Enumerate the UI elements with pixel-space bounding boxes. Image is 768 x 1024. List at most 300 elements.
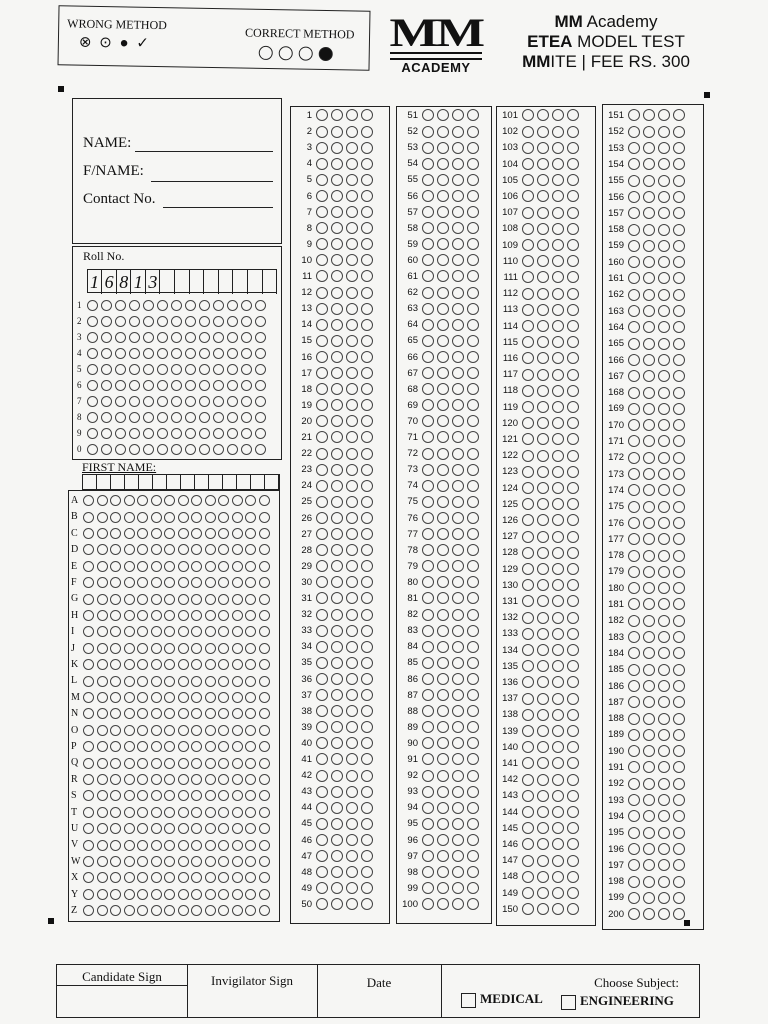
letter-bubble[interactable] xyxy=(97,708,108,719)
answer-bubble-a[interactable] xyxy=(522,142,534,154)
answer-bubble-b[interactable] xyxy=(537,790,549,802)
answer-bubble-d[interactable] xyxy=(567,741,579,753)
roll-bubble[interactable] xyxy=(101,412,112,423)
letter-bubble[interactable] xyxy=(245,577,256,588)
letter-bubble[interactable] xyxy=(124,495,135,506)
answer-bubble-a[interactable] xyxy=(522,903,534,915)
letter-bubble[interactable] xyxy=(178,807,189,818)
answer-bubble-d[interactable] xyxy=(567,433,579,445)
answer-bubble-a[interactable] xyxy=(628,142,640,154)
answer-bubble-a[interactable] xyxy=(522,644,534,656)
answer-bubble-b[interactable] xyxy=(537,320,549,332)
letter-bubble[interactable] xyxy=(164,889,175,900)
answer-bubble-c[interactable] xyxy=(346,415,358,427)
answer-bubble-a[interactable] xyxy=(628,892,640,904)
letter-bubble[interactable] xyxy=(110,544,121,555)
roll-bubble[interactable] xyxy=(129,444,140,455)
answer-bubble-c[interactable] xyxy=(346,560,358,572)
roll-bubble[interactable] xyxy=(213,300,224,311)
answer-bubble-c[interactable] xyxy=(346,882,358,894)
answer-bubble-a[interactable] xyxy=(422,480,434,492)
answer-bubble-d[interactable] xyxy=(361,238,373,250)
letter-bubble[interactable] xyxy=(110,528,121,539)
answer-bubble-d[interactable] xyxy=(361,721,373,733)
answer-bubble-d[interactable] xyxy=(467,786,479,798)
letter-bubble[interactable] xyxy=(124,610,135,621)
roll-bubble[interactable] xyxy=(241,332,252,343)
answer-bubble-c[interactable] xyxy=(452,721,464,733)
roll-bubble[interactable] xyxy=(227,428,238,439)
letter-bubble[interactable] xyxy=(178,495,189,506)
answer-bubble-b[interactable] xyxy=(537,352,549,364)
answer-bubble-d[interactable] xyxy=(467,673,479,685)
letter-bubble[interactable] xyxy=(83,905,94,916)
answer-bubble-a[interactable] xyxy=(628,338,640,350)
roll-bubble[interactable] xyxy=(255,396,266,407)
answer-bubble-a[interactable] xyxy=(628,207,640,219)
letter-bubble[interactable] xyxy=(232,774,243,785)
answer-bubble-a[interactable] xyxy=(316,399,328,411)
answer-bubble-b[interactable] xyxy=(537,514,549,526)
answer-bubble-b[interactable] xyxy=(537,450,549,462)
letter-bubble[interactable] xyxy=(218,528,229,539)
letter-bubble[interactable] xyxy=(151,758,162,769)
letter-bubble[interactable] xyxy=(232,905,243,916)
answer-bubble-c[interactable] xyxy=(452,770,464,782)
letter-bubble[interactable] xyxy=(124,561,135,572)
answer-bubble-c[interactable] xyxy=(658,256,670,268)
engineering-option[interactable]: ENGINEERING xyxy=(561,993,674,1010)
letter-bubble[interactable] xyxy=(110,692,121,703)
answer-bubble-d[interactable] xyxy=(467,528,479,540)
letter-bubble[interactable] xyxy=(178,594,189,605)
answer-bubble-c[interactable] xyxy=(452,866,464,878)
letter-bubble[interactable] xyxy=(151,889,162,900)
answer-bubble-c[interactable] xyxy=(452,254,464,266)
answer-bubble-b[interactable] xyxy=(437,206,449,218)
answer-bubble-a[interactable] xyxy=(522,109,534,121)
answer-bubble-a[interactable] xyxy=(422,737,434,749)
answer-bubble-d[interactable] xyxy=(361,431,373,443)
answer-bubble-a[interactable] xyxy=(316,319,328,331)
answer-bubble-c[interactable] xyxy=(346,126,358,138)
answer-bubble-b[interactable] xyxy=(537,369,549,381)
answer-bubble-c[interactable] xyxy=(452,673,464,685)
letter-bubble[interactable] xyxy=(245,725,256,736)
letter-bubble[interactable] xyxy=(191,659,202,670)
letter-bubble[interactable] xyxy=(124,856,135,867)
letter-bubble[interactable] xyxy=(137,495,148,506)
answer-bubble-d[interactable] xyxy=(567,482,579,494)
answer-bubble-c[interactable] xyxy=(658,403,670,415)
answer-bubble-b[interactable] xyxy=(643,696,655,708)
answer-bubble-a[interactable] xyxy=(422,319,434,331)
letter-bubble[interactable] xyxy=(245,512,256,523)
answer-bubble-c[interactable] xyxy=(346,705,358,717)
answer-bubble-b[interactable] xyxy=(643,794,655,806)
answer-bubble-a[interactable] xyxy=(422,399,434,411)
roll-bubble[interactable] xyxy=(129,412,140,423)
answer-bubble-d[interactable] xyxy=(673,272,685,284)
answer-bubble-c[interactable] xyxy=(658,191,670,203)
answer-bubble-d[interactable] xyxy=(467,190,479,202)
letter-bubble[interactable] xyxy=(97,577,108,588)
roll-digit-cell[interactable]: 1 xyxy=(132,270,146,294)
letter-bubble[interactable] xyxy=(191,594,202,605)
letter-bubble[interactable] xyxy=(164,856,175,867)
answer-bubble-c[interactable] xyxy=(552,790,564,802)
letter-bubble[interactable] xyxy=(191,692,202,703)
roll-bubble[interactable] xyxy=(87,444,98,455)
answer-bubble-c[interactable] xyxy=(552,822,564,834)
letter-bubble[interactable] xyxy=(97,856,108,867)
answer-bubble-d[interactable] xyxy=(673,827,685,839)
answer-bubble-b[interactable] xyxy=(643,158,655,170)
letter-bubble[interactable] xyxy=(137,626,148,637)
answer-bubble-a[interactable] xyxy=(522,693,534,705)
roll-bubble[interactable] xyxy=(129,396,140,407)
roll-bubble[interactable] xyxy=(199,300,210,311)
answer-bubble-b[interactable] xyxy=(437,866,449,878)
letter-bubble[interactable] xyxy=(124,512,135,523)
answer-bubble-b[interactable] xyxy=(643,370,655,382)
answer-bubble-c[interactable] xyxy=(658,876,670,888)
answer-bubble-b[interactable] xyxy=(331,109,343,121)
roll-bubble[interactable] xyxy=(227,412,238,423)
letter-bubble[interactable] xyxy=(205,774,216,785)
letter-bubble[interactable] xyxy=(205,528,216,539)
answer-bubble-a[interactable] xyxy=(316,528,328,540)
answer-bubble-d[interactable] xyxy=(567,417,579,429)
answer-bubble-b[interactable] xyxy=(537,757,549,769)
letter-bubble[interactable] xyxy=(178,643,189,654)
answer-bubble-b[interactable] xyxy=(537,239,549,251)
letter-bubble[interactable] xyxy=(232,725,243,736)
letter-bubble[interactable] xyxy=(205,692,216,703)
answer-bubble-c[interactable] xyxy=(452,367,464,379)
answer-bubble-a[interactable] xyxy=(422,818,434,830)
answer-bubble-c[interactable] xyxy=(452,270,464,282)
answer-bubble-a[interactable] xyxy=(522,223,534,235)
answer-bubble-c[interactable] xyxy=(452,560,464,572)
roll-bubble[interactable] xyxy=(101,300,112,311)
answer-bubble-d[interactable] xyxy=(361,496,373,508)
letter-bubble[interactable] xyxy=(245,528,256,539)
roll-bubble[interactable] xyxy=(157,412,168,423)
roll-bubble[interactable] xyxy=(157,428,168,439)
answer-bubble-c[interactable] xyxy=(552,563,564,575)
answer-bubble-c[interactable] xyxy=(552,304,564,316)
letter-bubble[interactable] xyxy=(83,659,94,670)
answer-bubble-d[interactable] xyxy=(567,466,579,478)
answer-bubble-d[interactable] xyxy=(673,435,685,447)
answer-bubble-d[interactable] xyxy=(361,609,373,621)
answer-bubble-d[interactable] xyxy=(467,254,479,266)
letter-bubble[interactable] xyxy=(259,823,270,834)
answer-bubble-a[interactable] xyxy=(628,794,640,806)
answer-bubble-a[interactable] xyxy=(628,598,640,610)
answer-bubble-c[interactable] xyxy=(552,547,564,559)
answer-bubble-c[interactable] xyxy=(452,592,464,604)
letter-bubble[interactable] xyxy=(124,544,135,555)
answer-bubble-d[interactable] xyxy=(673,892,685,904)
answer-bubble-d[interactable] xyxy=(361,592,373,604)
answer-bubble-b[interactable] xyxy=(437,496,449,508)
answer-bubble-d[interactable] xyxy=(567,644,579,656)
answer-bubble-b[interactable] xyxy=(437,238,449,250)
answer-bubble-a[interactable] xyxy=(522,174,534,186)
roll-bubble[interactable] xyxy=(227,348,238,359)
roll-bubble[interactable] xyxy=(227,396,238,407)
answer-bubble-d[interactable] xyxy=(361,287,373,299)
answer-bubble-c[interactable] xyxy=(346,222,358,234)
answer-bubble-a[interactable] xyxy=(522,822,534,834)
answer-bubble-d[interactable] xyxy=(467,270,479,282)
answer-bubble-b[interactable] xyxy=(331,351,343,363)
letter-bubble[interactable] xyxy=(218,577,229,588)
letter-bubble[interactable] xyxy=(218,741,229,752)
answer-bubble-c[interactable] xyxy=(552,579,564,591)
letter-bubble[interactable] xyxy=(178,823,189,834)
roll-bubble[interactable] xyxy=(255,300,266,311)
letter-bubble[interactable] xyxy=(205,840,216,851)
roll-bubble[interactable] xyxy=(87,332,98,343)
answer-bubble-d[interactable] xyxy=(467,866,479,878)
roll-bubble[interactable] xyxy=(213,332,224,343)
answer-bubble-c[interactable] xyxy=(452,786,464,798)
letter-bubble[interactable] xyxy=(259,544,270,555)
letter-bubble[interactable] xyxy=(191,544,202,555)
letter-bubble[interactable] xyxy=(137,512,148,523)
answer-bubble-d[interactable] xyxy=(361,448,373,460)
letter-bubble[interactable] xyxy=(97,659,108,670)
letter-bubble[interactable] xyxy=(218,495,229,506)
answer-bubble-c[interactable] xyxy=(452,818,464,830)
letter-bubble[interactable] xyxy=(97,774,108,785)
roll-bubble[interactable] xyxy=(101,428,112,439)
letter-bubble[interactable] xyxy=(164,741,175,752)
answer-bubble-d[interactable] xyxy=(673,745,685,757)
roll-bubble[interactable] xyxy=(241,444,252,455)
letter-bubble[interactable] xyxy=(205,561,216,572)
answer-bubble-a[interactable] xyxy=(522,741,534,753)
answer-bubble-a[interactable] xyxy=(522,255,534,267)
roll-bubble[interactable] xyxy=(227,316,238,327)
answer-bubble-c[interactable] xyxy=(452,174,464,186)
answer-bubble-c[interactable] xyxy=(658,533,670,545)
answer-bubble-c[interactable] xyxy=(552,109,564,121)
answer-bubble-b[interactable] xyxy=(643,289,655,301)
answer-bubble-c[interactable] xyxy=(658,419,670,431)
answer-bubble-b[interactable] xyxy=(331,383,343,395)
answer-bubble-b[interactable] xyxy=(643,843,655,855)
answer-bubble-d[interactable] xyxy=(673,403,685,415)
answer-bubble-c[interactable] xyxy=(658,582,670,594)
answer-bubble-d[interactable] xyxy=(467,480,479,492)
answer-bubble-a[interactable] xyxy=(422,576,434,588)
letter-bubble[interactable] xyxy=(124,741,135,752)
answer-bubble-c[interactable] xyxy=(658,745,670,757)
answer-bubble-c[interactable] xyxy=(452,705,464,717)
letter-bubble[interactable] xyxy=(178,758,189,769)
answer-bubble-d[interactable] xyxy=(673,126,685,138)
letter-bubble[interactable] xyxy=(232,528,243,539)
answer-bubble-c[interactable] xyxy=(658,631,670,643)
letter-bubble[interactable] xyxy=(232,790,243,801)
answer-bubble-a[interactable] xyxy=(628,517,640,529)
answer-bubble-a[interactable] xyxy=(522,709,534,721)
answer-bubble-a[interactable] xyxy=(628,191,640,203)
letter-bubble[interactable] xyxy=(232,544,243,555)
roll-digit-cell[interactable] xyxy=(190,270,204,294)
letter-bubble[interactable] xyxy=(151,692,162,703)
answer-bubble-d[interactable] xyxy=(361,206,373,218)
answer-bubble-d[interactable] xyxy=(567,190,579,202)
answer-bubble-d[interactable] xyxy=(361,254,373,266)
answer-bubble-a[interactable] xyxy=(522,450,534,462)
letter-bubble[interactable] xyxy=(218,774,229,785)
answer-bubble-b[interactable] xyxy=(331,303,343,315)
answer-bubble-a[interactable] xyxy=(422,431,434,443)
answer-bubble-a[interactable] xyxy=(422,560,434,572)
letter-bubble[interactable] xyxy=(218,823,229,834)
answer-bubble-c[interactable] xyxy=(658,207,670,219)
answer-bubble-b[interactable] xyxy=(643,224,655,236)
roll-bubble[interactable] xyxy=(87,396,98,407)
roll-bubble[interactable] xyxy=(129,332,140,343)
answer-bubble-d[interactable] xyxy=(567,352,579,364)
answer-bubble-b[interactable] xyxy=(537,579,549,591)
answer-bubble-b[interactable] xyxy=(537,822,549,834)
answer-bubble-b[interactable] xyxy=(437,464,449,476)
answer-bubble-a[interactable] xyxy=(316,641,328,653)
letter-bubble[interactable] xyxy=(164,495,175,506)
answer-bubble-c[interactable] xyxy=(552,725,564,737)
roll-bubble[interactable] xyxy=(227,444,238,455)
answer-bubble-d[interactable] xyxy=(673,175,685,187)
answer-bubble-a[interactable] xyxy=(422,383,434,395)
letter-bubble[interactable] xyxy=(259,676,270,687)
answer-bubble-a[interactable] xyxy=(422,866,434,878)
letter-bubble[interactable] xyxy=(259,872,270,883)
answer-bubble-b[interactable] xyxy=(643,550,655,562)
answer-bubble-a[interactable] xyxy=(422,641,434,653)
letter-bubble[interactable] xyxy=(259,577,270,588)
roll-bubble[interactable] xyxy=(115,316,126,327)
answer-bubble-d[interactable] xyxy=(567,822,579,834)
answer-bubble-b[interactable] xyxy=(331,560,343,572)
answer-bubble-a[interactable] xyxy=(316,415,328,427)
letter-bubble[interactable] xyxy=(151,577,162,588)
letter-bubble[interactable] xyxy=(124,889,135,900)
roll-bubble[interactable] xyxy=(115,396,126,407)
answer-bubble-d[interactable] xyxy=(467,657,479,669)
answer-bubble-a[interactable] xyxy=(422,158,434,170)
letter-bubble[interactable] xyxy=(205,495,216,506)
letter-bubble[interactable] xyxy=(97,725,108,736)
letter-bubble[interactable] xyxy=(218,840,229,851)
answer-bubble-d[interactable] xyxy=(673,876,685,888)
letter-bubble[interactable] xyxy=(97,676,108,687)
letter-bubble[interactable] xyxy=(191,528,202,539)
answer-bubble-b[interactable] xyxy=(437,142,449,154)
roll-bubble[interactable] xyxy=(101,364,112,375)
letter-bubble[interactable] xyxy=(232,676,243,687)
answer-bubble-b[interactable] xyxy=(331,142,343,154)
answer-bubble-b[interactable] xyxy=(537,693,549,705)
letter-bubble[interactable] xyxy=(137,741,148,752)
letter-bubble[interactable] xyxy=(137,823,148,834)
letter-bubble[interactable] xyxy=(110,758,121,769)
answer-bubble-d[interactable] xyxy=(361,818,373,830)
answer-bubble-d[interactable] xyxy=(567,207,579,219)
answer-bubble-d[interactable] xyxy=(567,126,579,138)
roll-bubble[interactable] xyxy=(255,348,266,359)
letter-bubble[interactable] xyxy=(259,512,270,523)
answer-bubble-a[interactable] xyxy=(422,770,434,782)
letter-bubble[interactable] xyxy=(83,790,94,801)
letter-bubble[interactable] xyxy=(137,676,148,687)
roll-bubble[interactable] xyxy=(185,396,196,407)
answer-bubble-c[interactable] xyxy=(346,737,358,749)
answer-bubble-c[interactable] xyxy=(346,898,358,910)
answer-bubble-d[interactable] xyxy=(361,464,373,476)
answer-bubble-d[interactable] xyxy=(673,713,685,725)
answer-bubble-b[interactable] xyxy=(537,547,549,559)
answer-bubble-a[interactable] xyxy=(316,737,328,749)
roll-bubble[interactable] xyxy=(213,396,224,407)
answer-bubble-d[interactable] xyxy=(567,628,579,640)
letter-bubble[interactable] xyxy=(151,856,162,867)
letter-bubble[interactable] xyxy=(124,823,135,834)
answer-bubble-c[interactable] xyxy=(552,239,564,251)
answer-bubble-a[interactable] xyxy=(422,673,434,685)
answer-bubble-b[interactable] xyxy=(437,770,449,782)
answer-bubble-c[interactable] xyxy=(552,320,564,332)
letter-bubble[interactable] xyxy=(83,626,94,637)
roll-bubble[interactable] xyxy=(185,380,196,391)
roll-bubble[interactable] xyxy=(185,444,196,455)
answer-bubble-c[interactable] xyxy=(552,838,564,850)
letter-bubble[interactable] xyxy=(110,741,121,752)
letter-bubble[interactable] xyxy=(151,659,162,670)
answer-bubble-c[interactable] xyxy=(346,576,358,588)
answer-bubble-a[interactable] xyxy=(422,174,434,186)
letter-bubble[interactable] xyxy=(83,758,94,769)
answer-bubble-b[interactable] xyxy=(537,126,549,138)
roll-bubble[interactable] xyxy=(157,380,168,391)
answer-bubble-a[interactable] xyxy=(316,544,328,556)
letter-bubble[interactable] xyxy=(137,840,148,851)
answer-bubble-a[interactable] xyxy=(316,142,328,154)
letter-bubble[interactable] xyxy=(137,872,148,883)
letter-bubble[interactable] xyxy=(191,610,202,621)
roll-bubble[interactable] xyxy=(241,316,252,327)
answer-bubble-d[interactable] xyxy=(567,855,579,867)
roll-bubble[interactable] xyxy=(87,412,98,423)
answer-bubble-b[interactable] xyxy=(331,705,343,717)
answer-bubble-a[interactable] xyxy=(316,383,328,395)
letter-bubble[interactable] xyxy=(151,512,162,523)
answer-bubble-b[interactable] xyxy=(437,802,449,814)
answer-bubble-b[interactable] xyxy=(643,321,655,333)
answer-bubble-d[interactable] xyxy=(467,367,479,379)
answer-bubble-b[interactable] xyxy=(643,484,655,496)
answer-bubble-a[interactable] xyxy=(422,238,434,250)
answer-bubble-a[interactable] xyxy=(628,859,640,871)
answer-bubble-d[interactable] xyxy=(567,320,579,332)
answer-bubble-c[interactable] xyxy=(346,206,358,218)
